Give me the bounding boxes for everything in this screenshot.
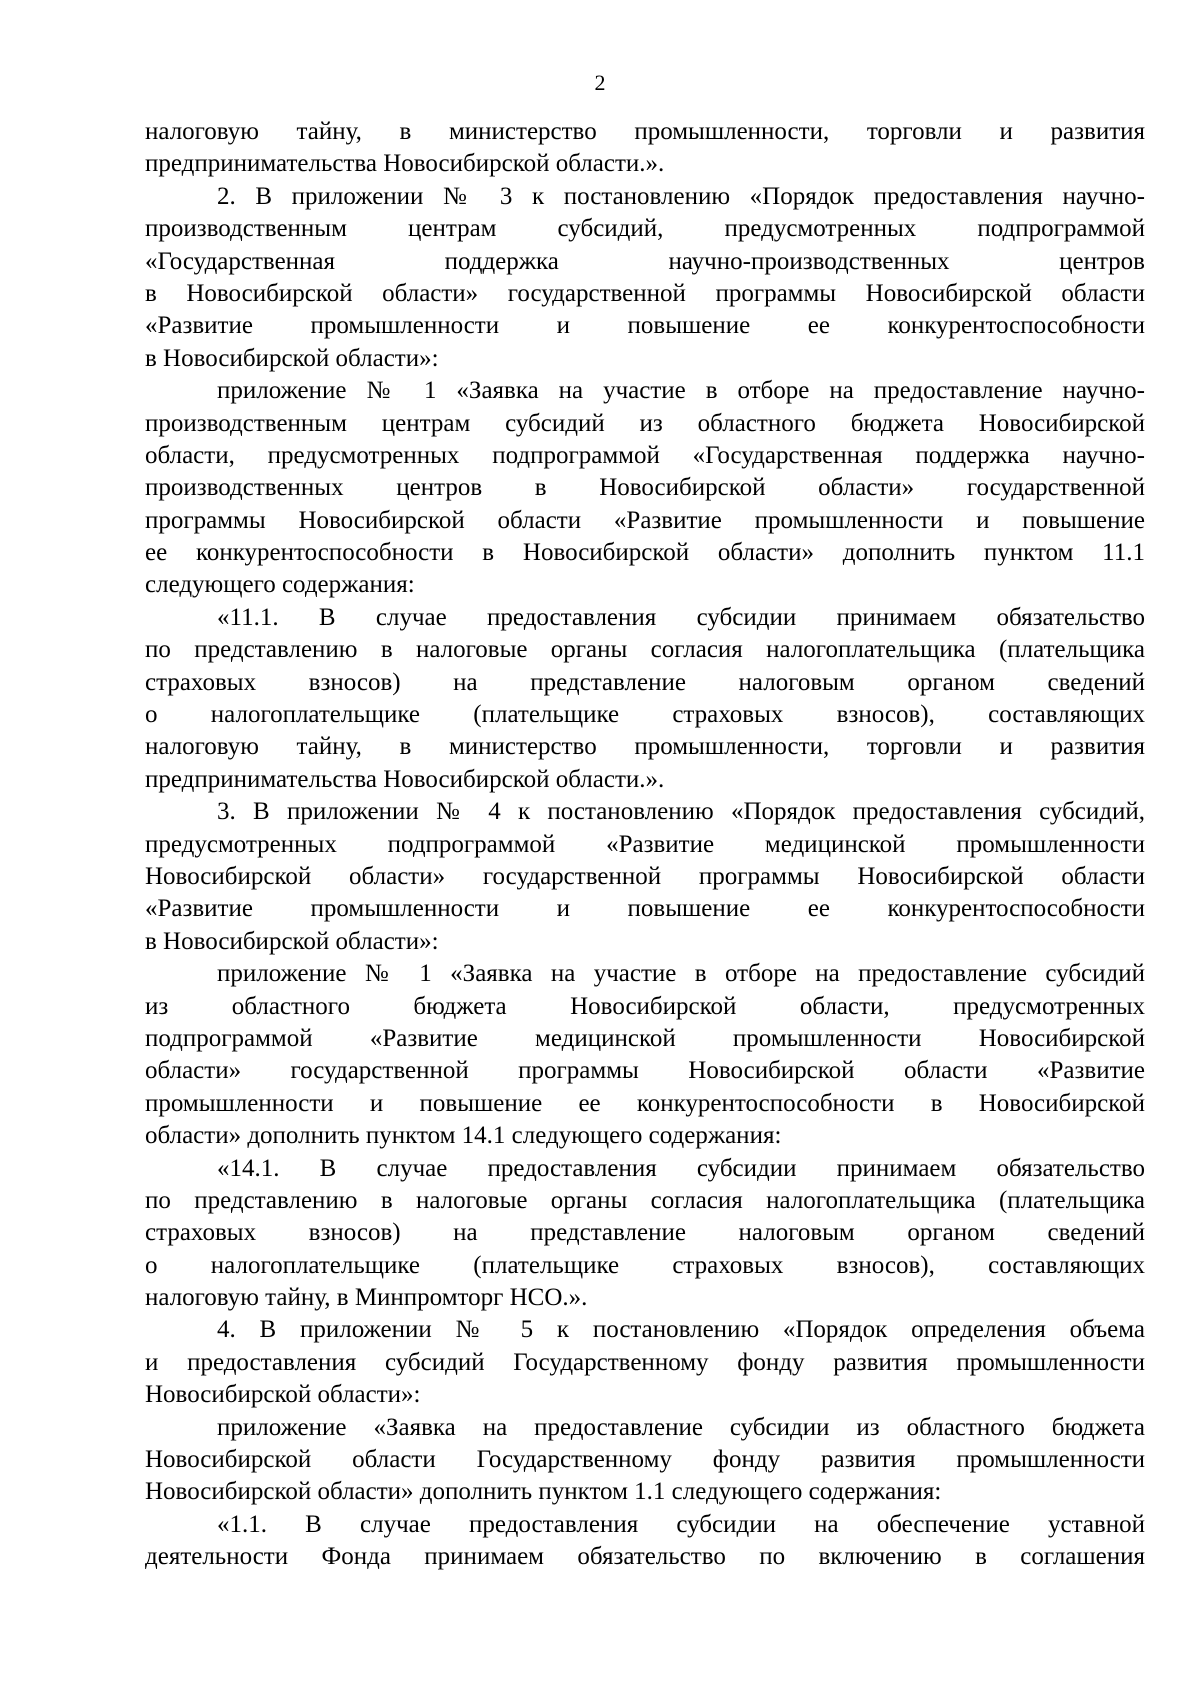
text-line: деятельности Фонда принимаем обязательство по включению в соглашения bbox=[145, 1543, 1145, 1571]
text-line: страховых взносов) на представление налоговым органом сведений bbox=[145, 1219, 1145, 1247]
text-line: Новосибирской области» государственной программы Новосибирской области bbox=[145, 862, 1145, 890]
text-line: Новосибирской области Государственному фонду развития промышленности bbox=[145, 1446, 1145, 1474]
text-line: и предоставления субсидий Государственному фонду развития промышленности bbox=[145, 1348, 1145, 1376]
text-line: «Развитие промышленности и повышение ее конкурентоспособности bbox=[145, 312, 1145, 340]
text-line: налоговую тайну, в министерство промышленности, торговли и развития bbox=[145, 118, 1145, 145]
text-line: ее конкурентоспособности в Новосибирской области» дополнить пунктом 11.1 bbox=[145, 539, 1145, 567]
text-line: приложение № 1 «Заявка на участие в отборе на предоставление субсидий bbox=[217, 960, 1145, 988]
text-line: предпринимательства Новосибирской области.». bbox=[145, 765, 665, 793]
text-line: 3. В приложении № 4 к постановлению «Порядок предоставления субсидий, bbox=[217, 798, 1145, 826]
text-line: по представлению в налоговые органы согласия налогоплательщика (плательщика bbox=[145, 636, 1145, 664]
text-line: «Государственная поддержка научно-производственных центров bbox=[145, 247, 1145, 275]
text-line: приложение № 1 «Заявка на участие в отборе на предоставление научно- bbox=[217, 377, 1145, 405]
text-line: области» государственной программы Новосибирской области «Развитие bbox=[145, 1057, 1145, 1085]
text-line: промышленности и повышение ее конкурентоспособности в Новосибирской bbox=[145, 1089, 1145, 1117]
text-line: подпрограммой «Развитие медицинской промышленности Новосибирской bbox=[145, 1024, 1145, 1052]
text-line: следующего содержания: bbox=[145, 571, 415, 599]
text-line: Новосибирской области»: bbox=[145, 1381, 421, 1409]
text-line: налоговую тайну, в министерство промышленности, торговли и развития bbox=[145, 733, 1145, 761]
text-line: «1.1. В случае предоставления субсидии на обеспечение уставной bbox=[217, 1510, 1145, 1538]
text-line: предпринимательства Новосибирской области.». bbox=[145, 150, 665, 178]
text-line: в Новосибирской области»: bbox=[145, 344, 439, 372]
text-line: «Развитие промышленности и повышение ее конкурентоспособности bbox=[145, 895, 1145, 923]
document-body bbox=[145, 116, 1145, 1574]
text-line: налоговую тайну, в Минпромторг НСО.». bbox=[145, 1284, 588, 1312]
text-line: области, предусмотренных подпрограммой «Государственная поддержка научно- bbox=[145, 441, 1145, 469]
text-line: «11.1. В случае предоставления субсидии принимаем обязательство bbox=[217, 603, 1145, 631]
text-line: страховых взносов) на представление налоговым органом сведений bbox=[145, 668, 1145, 696]
text-line: программы Новосибирской области «Развитие промышленности и повышение bbox=[145, 506, 1145, 534]
text-line: по представлению в налоговые органы согласия налогоплательщика (плательщика bbox=[145, 1186, 1145, 1214]
text-line: в Новосибирской области» государственной программы Новосибирской области bbox=[145, 279, 1145, 307]
text-line: производственных центров в Новосибирской области» государственной bbox=[145, 474, 1145, 502]
text-line: в Новосибирской области»: bbox=[145, 927, 439, 955]
text-line: производственным центрам субсидий, предусмотренных подпрограммой bbox=[145, 215, 1145, 243]
text-line: «14.1. В случае предоставления субсидии принимаем обязательство bbox=[217, 1154, 1145, 1182]
text-line: предусмотренных подпрограммой «Развитие медицинской промышленности bbox=[145, 830, 1145, 858]
text-line: 4. В приложении № 5 к постановлению «Порядок определения объема bbox=[217, 1316, 1145, 1344]
text-line: Новосибирской области» дополнить пунктом 1.1 следующего содержания: bbox=[145, 1478, 942, 1506]
text-line: производственным центрам субсидий из областного бюджета Новосибирской bbox=[145, 409, 1145, 437]
text-line: о налогоплательщике (плательщике страховых взносов), составляющих bbox=[145, 701, 1145, 729]
text-line: о налогоплательщике (плательщике страховых взносов), составляющих bbox=[145, 1251, 1145, 1279]
text-line: из областного бюджета Новосибирской области, предусмотренных bbox=[145, 992, 1145, 1020]
text-line: области» дополнить пунктом 14.1 следующего содержания: bbox=[145, 1122, 782, 1150]
text-line: приложение «Заявка на предоставление субсидии из областного бюджета bbox=[217, 1413, 1145, 1441]
text-line: 2. В приложении № 3 к постановлению «Порядок предоставления научно- bbox=[217, 182, 1145, 210]
page-number: 2 bbox=[594, 70, 606, 95]
